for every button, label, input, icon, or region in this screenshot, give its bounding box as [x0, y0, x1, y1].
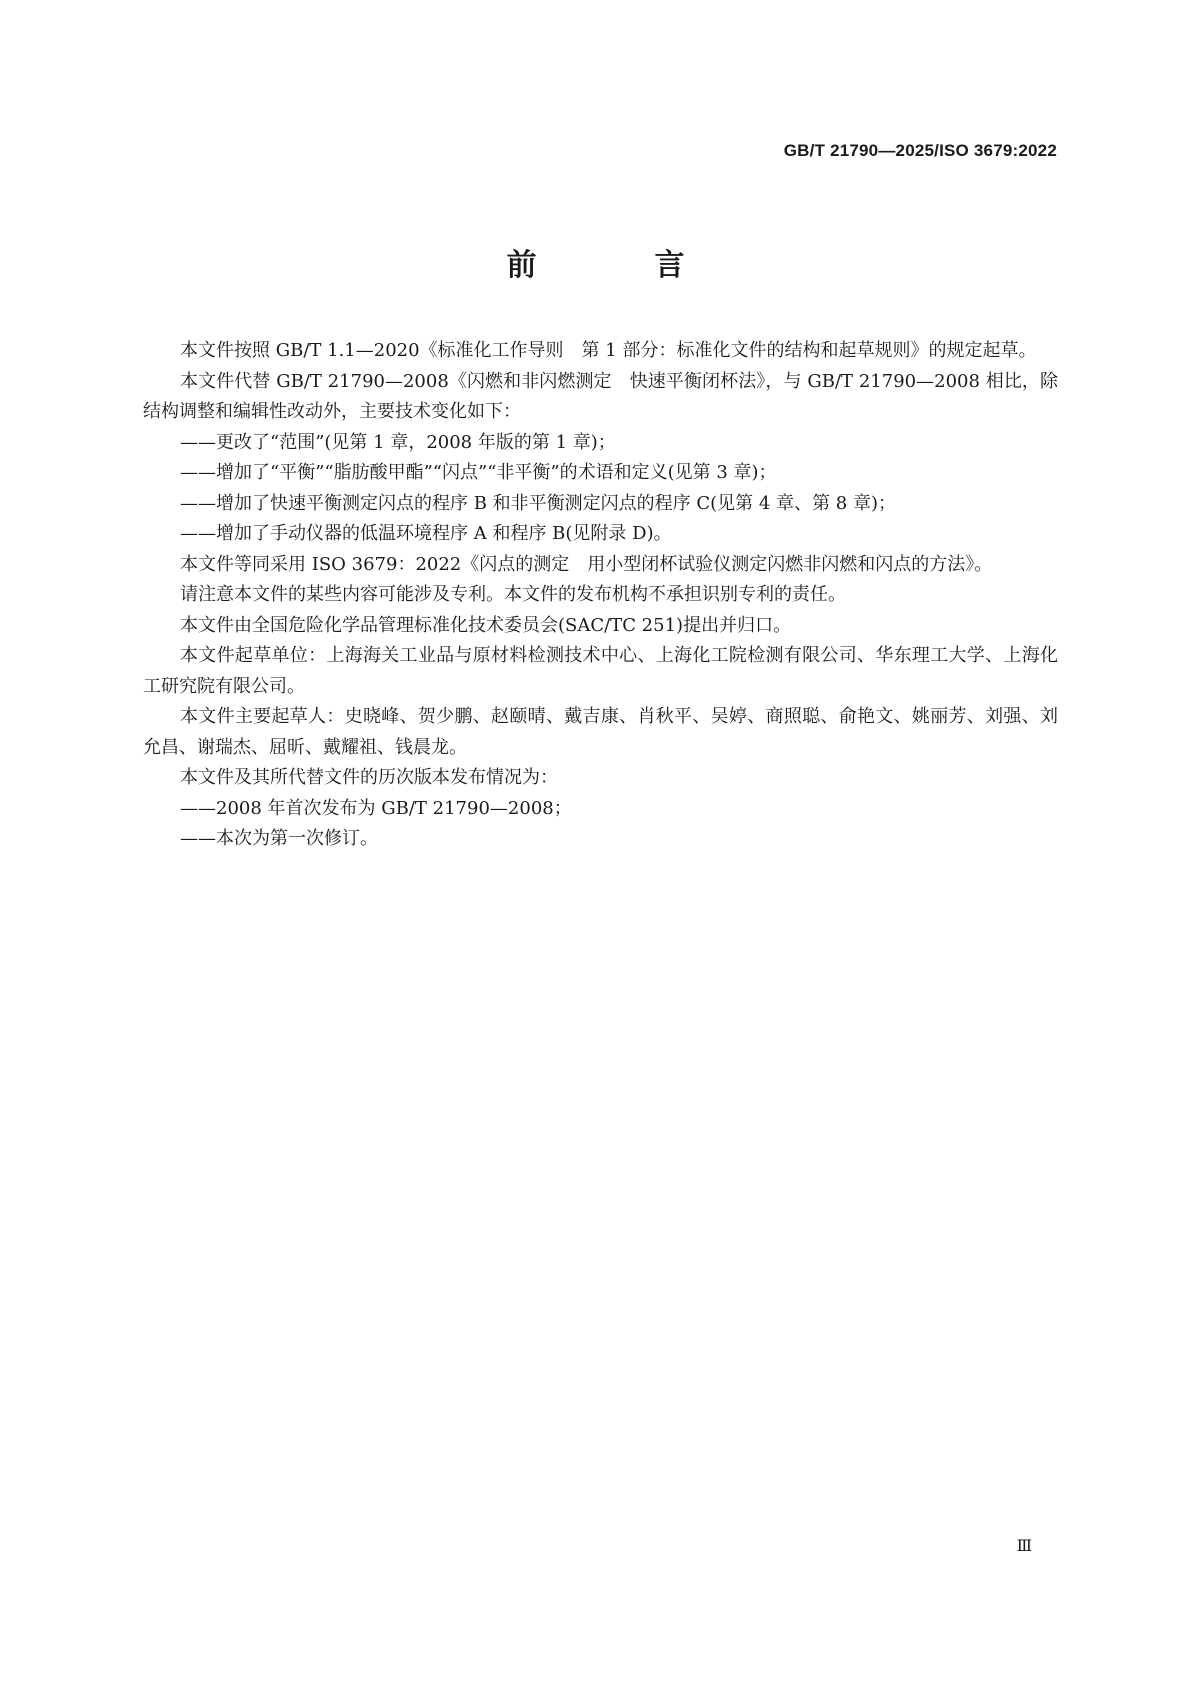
page-title: 前 言 — [506, 248, 729, 283]
paragraph-proposer: 本文件由全国危险化学品管理标准化技术委员会(SAC/TC 251)提出并归口。 — [180, 614, 792, 636]
change-item-low-temp: ——增加了手动仪器的低温环境程序 A 和程序 B(见附录 D)。 — [180, 523, 672, 544]
paragraph-patent-notice: 请注意本文件的某些内容可能涉及专利。本文件的发布机构不承担识别专利的责任。 — [180, 584, 846, 605]
paragraph-iso-adoption: 本文件等同采用 ISO 3679：2022《闪点的测定 用小型闭杯试验仪测定闪燃非闪燃和闪点的方法》。 — [180, 553, 993, 575]
paragraph-version-history: 本文件及其所代替文件的历次版本发布情况为： — [180, 767, 558, 788]
foreword-body — [143, 336, 1058, 855]
paragraph-drafting-units: 本文件起草单位：上海海关工业品与原材料检测技术中心、上海化工院检测有限公司、华东理工大学、上海化工研究院有限公司。 — [143, 645, 1058, 697]
paragraph-replaces: 本文件代替 GB/T 21790—2008《闪燃和非闪燃测定 快速平衡闭杯法》，与 GB/T 21790—2008 相比，除结构调整和编辑性改动外，主要技术变化如下： — [143, 370, 1058, 422]
paragraph-drafting-rules: 本文件按照 GB/T 1.1—2020《标准化工作导则 第 1 部分：标准化文件的结构和起草规则》的规定起草。 — [180, 340, 1037, 361]
standard-code-header: GB/T 21790—2025/ISO 3679:2022 — [783, 141, 1057, 160]
change-item-terms: ——增加了“平衡”“脂肪酸甲酯”“闪点”“非平衡”的术语和定义(见第 3 章)； — [180, 462, 777, 483]
paragraph-drafters: 本文件主要起草人：史晓峰、贺少鹏、赵颐晴、戴吉康、肖秋平、吴婷、商照聪、俞艳文、姚丽芳、刘强、刘允昌、谢瑞杰、屈昕、戴耀祖、钱晨龙。 — [143, 706, 1058, 758]
page-number: Ⅲ — [1016, 1536, 1032, 1555]
history-item-first: ——2008 年首次发布为 GB/T 21790—2008； — [180, 797, 572, 819]
change-item-procedures: ——增加了快速平衡测定闪点的程序 B 和非平衡测定闪点的程序 C(见第 4 章、第 8 章)； — [180, 492, 896, 514]
change-item-scope: ——更改了“范围”(见第 1 章，2008 年版的第 1 章)； — [180, 431, 616, 453]
history-item-revision: ——本次为第一次修订。 — [180, 828, 378, 849]
